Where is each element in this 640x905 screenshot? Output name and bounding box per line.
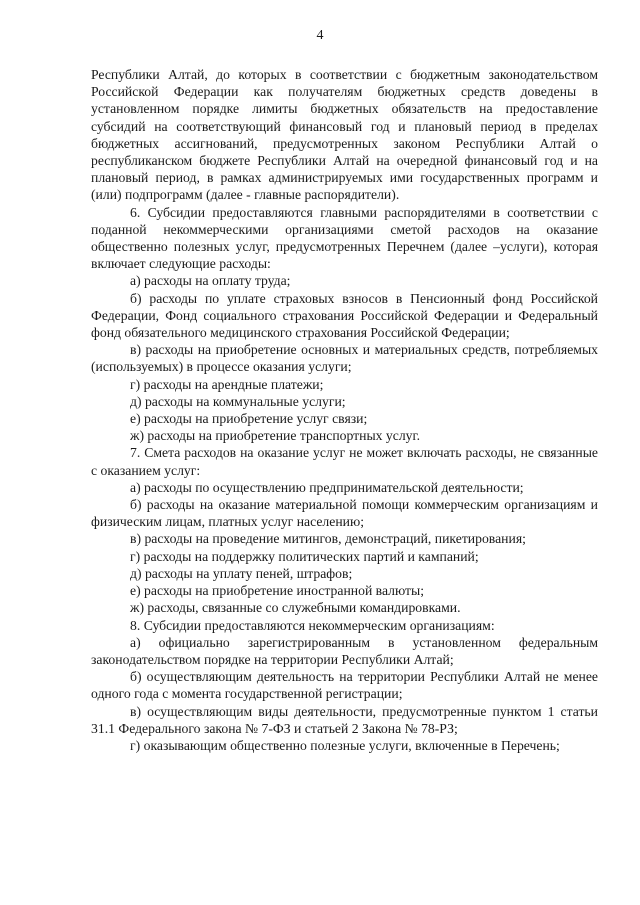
page-number: 4: [316, 28, 324, 43]
list-item: д) расходы на коммунальные услуги;: [130, 393, 346, 409]
list-item: б) осуществляющим деятельность на территории Республики Алтай не менее одного года с момента государственной регистрации;: [91, 669, 598, 702]
list-item: б) расходы на оказание материальной помощи коммерческим организациям и физическим лицам, платных услуг населению;: [91, 497, 598, 530]
list-item: в) расходы на проведение митингов, демонстраций, пикетирования;: [130, 531, 526, 547]
paragraph: 7. Смета расходов на оказание услуг не может включать расходы, не связанные с оказанием услуг:: [91, 445, 598, 478]
paragraph: Республики Алтай, до которых в соответствии с бюджетным законодательством Российской Федерации как получателям бюджетных средств доведены в установленном порядке лимиты бюджетных обязательств на предоставление субсидий на соответствующий финансовый год и плановый период в пределах бюджетных ассигнований, предусмотренных законом Республики Алтай о республиканском бюджете Республики Алтай на очередной финансовый год и на плановый период, в рамках администрируемых ими государственных программ и (или) подпрограмм (далее - главные распорядители).: [91, 67, 598, 203]
list-item: а) официально зарегистрированным в установленном федеральным законодательством порядке на территории Республики Алтай;: [91, 634, 598, 667]
list-item: е) расходы на приобретение услуг связи;: [130, 411, 368, 427]
paragraph: 6. Субсидии предоставляются главными распорядителями в соответствии с поданной некоммерческими организациями сметой расходов на оказание общественно полезных услуг, предусмотренных Перечнем (далее –услуги), которая включает следующие расходы:: [91, 204, 598, 272]
list-item: в) расходы на приобретение основных и материальных средств, потребляемых (используемых) в процессе оказания услуги;: [91, 342, 598, 375]
list-item: ж) расходы, связанные со служебными командировками.: [130, 600, 461, 616]
list-item: г) расходы на поддержку политических партий и кампаний;: [130, 548, 479, 564]
list-item: г) оказывающим общественно полезные услуги, включенные в Перечень;: [130, 737, 560, 753]
paragraph: 8. Субсидии предоставляются некоммерческим организациям:: [130, 617, 495, 633]
list-item: в) осуществляющим виды деятельности, предусмотренные пунктом 1 статьи 31.1 Федерального закона № 7-ФЗ и статьей 2 Закона № 78-РЗ;: [91, 703, 598, 736]
list-item: ж) расходы на приобретение транспортных услуг.: [130, 428, 421, 444]
list-item: а) расходы по осуществлению предпринимательской деятельности;: [130, 479, 524, 495]
list-item: б) расходы по уплате страховых взносов в Пенсионный фонд Российской Федерации, Фонд социального страхования Российской Федерации и Федеральный фонд обязательного медицинского страхования Российской Федерации;: [91, 290, 598, 341]
list-item: а) расходы на оплату труда;: [130, 273, 291, 289]
list-item: г) расходы на арендные платежи;: [130, 376, 324, 392]
document-body: [91, 66, 598, 754]
list-item: е) расходы на приобретение иностранной валюты;: [130, 583, 425, 599]
list-item: д) расходы на уплату пеней, штрафов;: [130, 565, 353, 581]
